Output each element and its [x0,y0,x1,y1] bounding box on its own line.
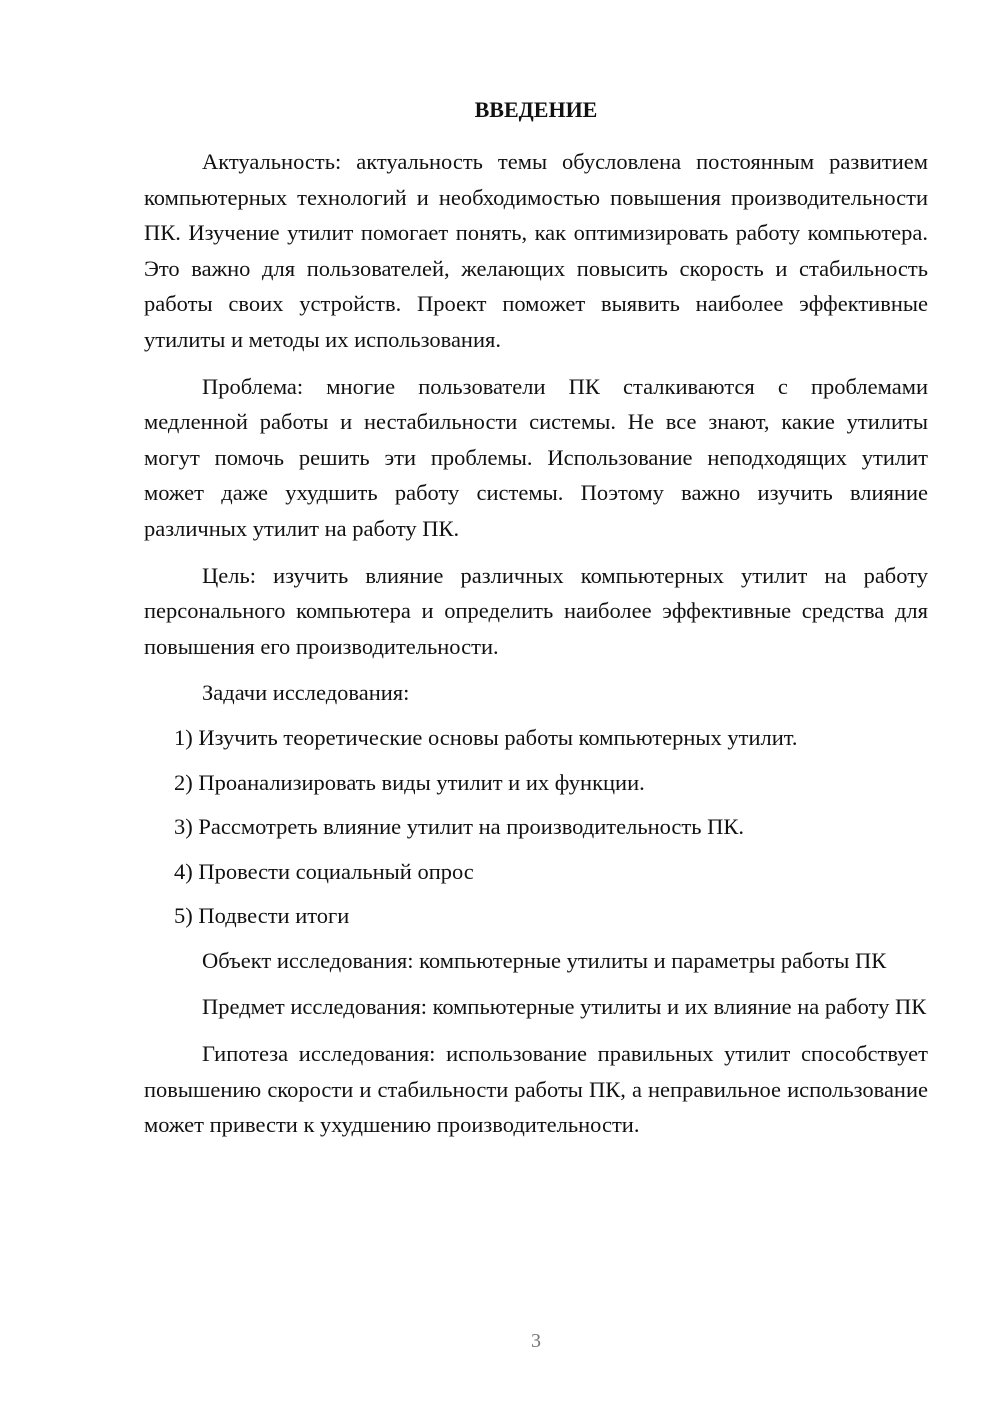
section-title: ВВЕДЕНИЕ [474,97,598,122]
task-item: 4) Провести социальный опрос [174,858,474,884]
document-page [144,96,928,1154]
paragraph-subject: Предмет исследования: компьютерные утилиты и их влияние на работу ПК [202,994,927,1020]
paragraph-problem: Проблема: многие пользователи ПК сталкиваются с проблемами медленной работы и нестабильности системы. Не все знают, какие утилиты могут помочь решить эти проблемы. Использование неподходящих утилит может даже ухудшить работу системы. Поэтому важно изучить влияние различных утилит на работу ПК. [144,373,928,541]
paragraph-hypothesis: Гипотеза исследования: использование правильных утилит способствует повышению скорости и стабильности работы ПК, а неправильное использование может привести к ухудшению производительности. [144,1041,928,1138]
paragraph-relevance: Актуальность: актуальность темы обусловлена постоянным развитием компьютерных технологий и необходимостью повышения производительности ПК. Изучение утилит помогает понять, как оптимизировать работу компьютера. Это важно для пользователей, желающих повысить скорость и стабильность работы своих устройств. Проект поможет выявить наиболее эффективные утилиты и методы их использования. [144,149,928,352]
task-item: 5) Подвести итоги [174,903,350,929]
paragraph-object: Объект исследования: компьютерные утилиты и параметры работы ПК [202,947,887,973]
tasks-list [144,720,928,934]
task-item: 2) Проанализировать виды утилит и их функции. [174,769,645,795]
tasks-heading: Задачи исследования: [202,680,410,706]
paragraph-goal: Цель: изучить влияние различных компьютерных утилит на работу персонального компьютера и определить наиболее эффективные средства для повышения его производительности. [144,562,928,659]
page-number: 3 [531,1330,541,1352]
task-item: 1) Изучить теоретические основы работы компьютерных утилит. [174,724,798,750]
task-item: 3) Рассмотреть влияние утилит на производительность ПК. [174,814,745,840]
